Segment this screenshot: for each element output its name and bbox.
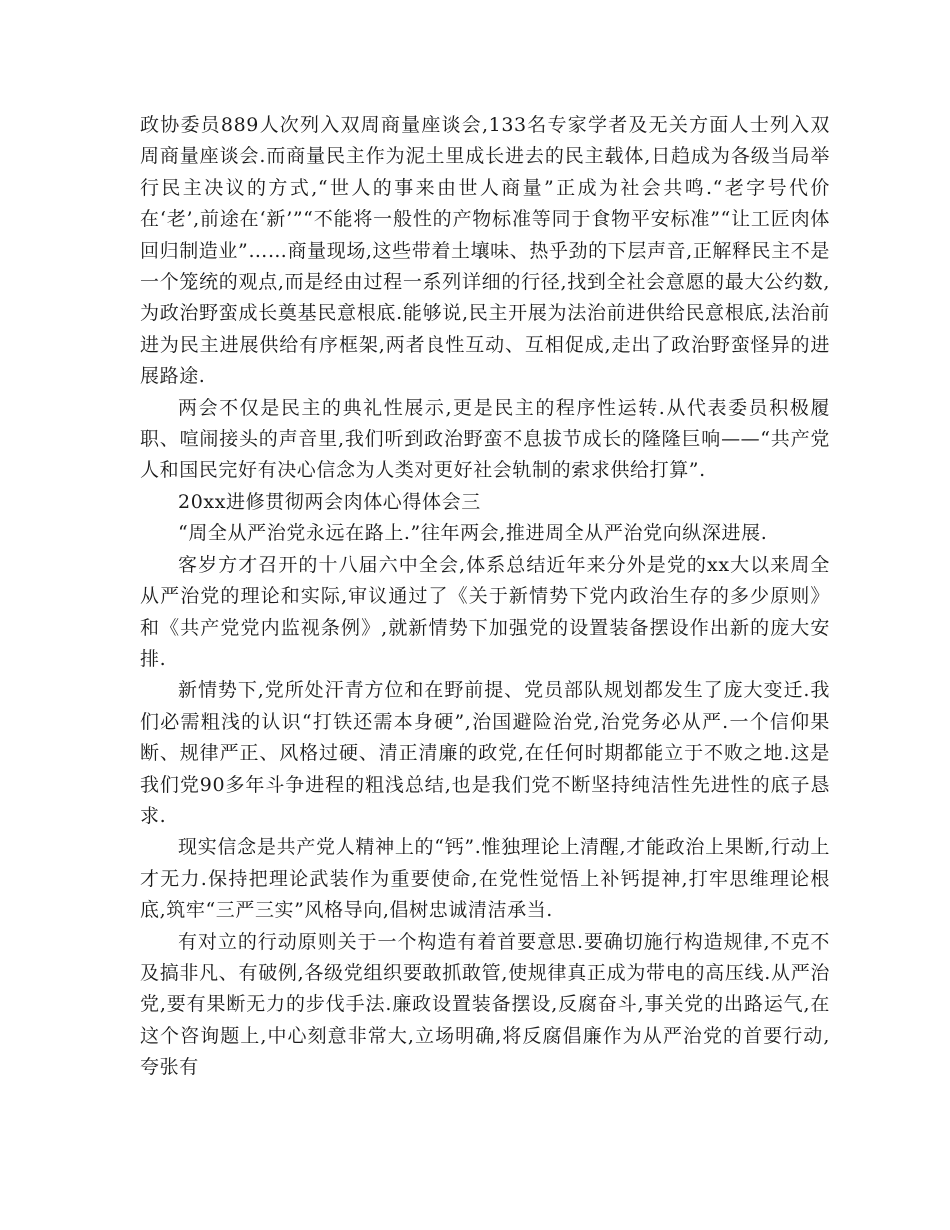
paragraph-4: 客岁方才召开的十八届六中全会,体系总结近年来分外是党的xx大以来周全从严治党的理论和实际,审议通过了《关于新情势下党内政治生存的多少原则》和《共产党党内监视条例》,就新情势下加强党的设置装备摆设作出新的庞大安排. — [140, 553, 830, 670]
paragraph-5: 新情势下,党所处汗青方位和在野前提、党员部队规划都发生了庞大变迁.我们必需粗浅的认识“打铁还需本身硬”,治国避险治党,治党务必从严.一个信仰果断、规律严正、风格过硬、清正清廉的政党,在任何时期都能立于不败之地.这是我们党90多年斗争进程的粗浅总结,也是我们党不断坚持纯洁性先进性的底子恳求. — [140, 679, 830, 827]
paragraph-3: “周全从严治党永远在路上.”往年两会,推进周全从严治党向纵深进展. — [178, 522, 768, 545]
paragraph-6: 现实信念是共产党人精神上的“钙”.惟独理论上清醒,才能政治上果断,行动上才无力.保持把理论武装作为重要使命,在党性觉悟上补钙提神,打牢思维理论根底,筑牢“三严三实”风格导向,倡树忠诚清洁承当. — [140, 836, 830, 922]
paragraph-7: 有对立的行动原则关于一个构造有着首要意思.要确切施行构造规律,不克不及搞非凡、有破例,各级党组织要敢抓敢管,使规律真正成为带电的高压线.从严治党,要有果断无力的步伐手法.廉政设置装备摆设,反腐奋斗,事关党的出路运气,在这个咨询题上,中心刻意非常大,立场明确,将反腐倡廉作为从严治党的首要行动,夸张有 — [140, 930, 830, 1079]
section-title: 20xx进修贯彻两会肉体心得体会三 — [178, 490, 481, 513]
document-page — [140, 110, 830, 1084]
paragraph-2: 两会不仅是民主的典礼性展示,更是民主的程序性运转.从代表委员积极履职、喧闹接头的声音里,我们听到政治野蛮不息拔节成长的隆隆巨响——“共产党人和国民完好有决心信念为人类对更好社会轨制的索求供给打算”. — [140, 396, 830, 482]
paragraph-1: 政协委员889人次列入双周商量座谈会,133名专家学者及无关方面人士列入双周商量座谈会.而商量民主作为泥土里成长进去的民主载体,日趋成为各级当局举行民主决议的方式,“世人的事来由世人商量”正成为社会共鸣.“老字号代价在‘老’,前途在‘新’”“不能将一般性的产物标准等同于食物平安标准”“让工匠肉体回归制造业”……商量现场,这些带着土壤味、热乎劲的下层声音,正解释民主不是一个笼统的观点,而是经由过程一系列详细的行径,找到全社会意愿的最大公约数,为政治野蛮成长奠基民意根底.能够说,民主开展为法治前进供给民意根底,法治前进为民主进展供给有序框架,两者良性互动、互相促成,走出了政治野蛮怪异的进展路途. — [140, 114, 830, 388]
